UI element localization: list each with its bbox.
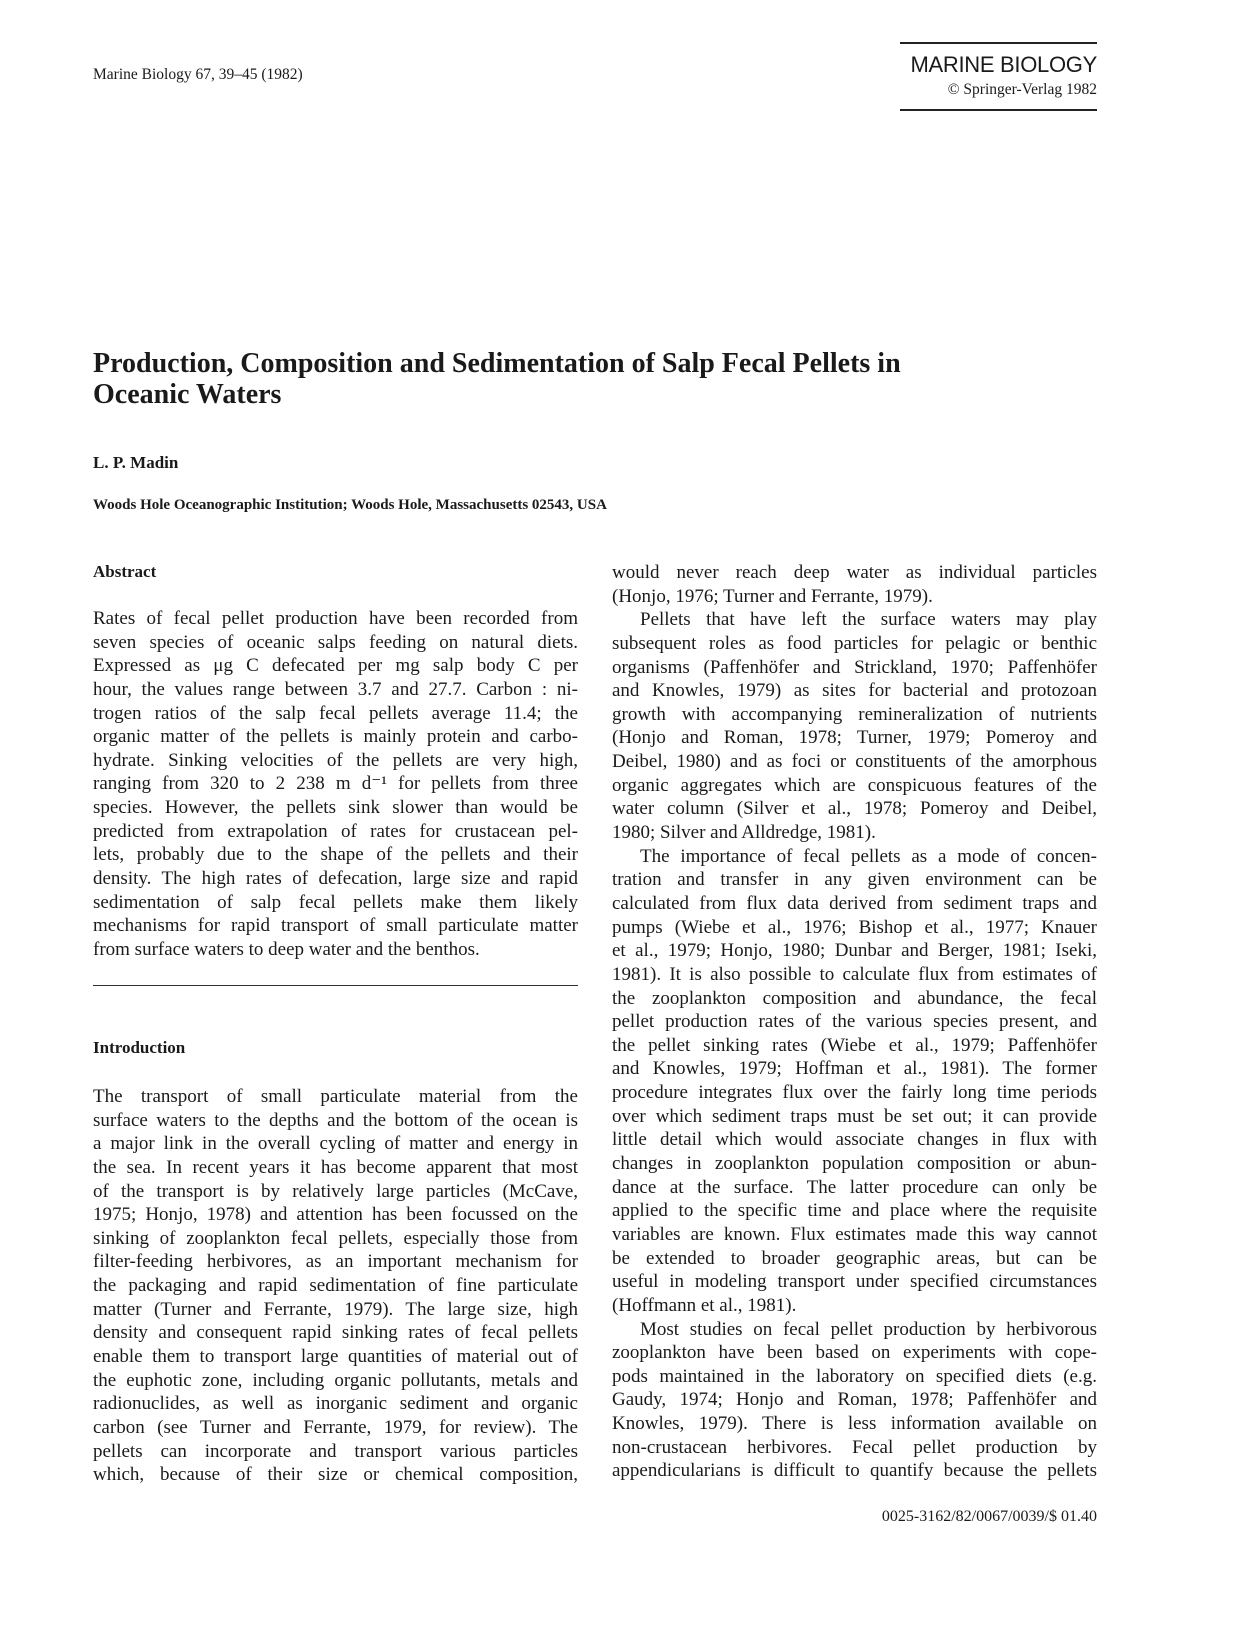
text-line: the euphotic zone, including organic pollutants, metals and: [93, 1369, 578, 1391]
text-line: 1980; Silver and Alldredge, 1981).: [612, 822, 876, 844]
affiliation: Woods Hole Oceanographic Institution; Woods Hole, Massachusetts 02543, USA: [93, 497, 607, 513]
text-line: hour, the values range between 3.7 and 27.7. Carbon : ni-: [93, 678, 578, 700]
text-line: trogen ratios of the salp fecal pellets average 11.4; the: [93, 702, 578, 724]
article-title: [93, 348, 993, 410]
text-line: ranging from 320 to 2 238 m d⁻¹ for pellets from three: [93, 773, 578, 795]
text-line: calculated from flux data derived from sediment traps and: [612, 892, 1097, 914]
text-line: the sea. In recent years it has become apparent that most: [93, 1156, 578, 1178]
text-line: pods maintained in the laboratory on specified diets (e.g.: [612, 1365, 1097, 1387]
text-line: of the transport is by relatively large particles (McCave,: [93, 1180, 578, 1202]
paragraph: [93, 1085, 578, 1487]
text-line: dance at the surface. The latter procedure can only be: [612, 1176, 1097, 1198]
text-line: from surface waters to deep water and the benthos.: [93, 938, 480, 960]
title-line: Oceanic Waters: [93, 379, 282, 410]
text-line: variables are known. Flux estimates made this way cannot: [612, 1223, 1097, 1245]
text-line: which, because of their size or chemical composition,: [93, 1464, 578, 1486]
text-line: Gaudy, 1974; Honjo and Roman, 1978; Paffenhöfer and: [612, 1389, 1097, 1411]
text-line: radionuclides, as well as inorganic sediment and organic: [93, 1393, 578, 1415]
text-line: matter (Turner and Ferrante, 1979). The large size, high: [93, 1298, 578, 1320]
text-line: zooplankton have been based on experiments with cope-: [612, 1342, 1097, 1364]
text-line: 1981). It is also possible to calculate flux from estimates of: [612, 963, 1097, 985]
text-line: Pellets that have left the surface waters may play: [640, 609, 1097, 631]
text-line: The importance of fecal pellets as a mode of concen-: [640, 845, 1097, 867]
text-line: Deibel, 1980) and as foci or constituents of the amorphous: [612, 751, 1097, 773]
paragraph: [612, 1318, 1097, 1483]
masthead-bottom-rule: [900, 109, 1097, 111]
text-line: 1975; Honjo, 1978) and attention has been focussed on the: [93, 1204, 578, 1226]
text-line: growth with accompanying remineralization of nutrients: [612, 703, 1097, 725]
masthead-top-rule: [900, 42, 1097, 44]
abstract-body: [93, 607, 578, 962]
journal-name: MARINE BIOLOGY: [910, 52, 1097, 77]
text-line: appendicularians is difficult to quantify because the pellets: [612, 1460, 1097, 1482]
text-line: density. The high rates of defecation, large size and rapid: [93, 868, 578, 890]
text-line: sedimentation of salp fecal pellets make them likely: [93, 891, 578, 913]
text-line: hydrate. Sinking velocities of the pellets are very high,: [93, 749, 578, 771]
text-line: (Honjo, 1976; Turner and Ferrante, 1979).: [612, 585, 933, 607]
text-line: non-crustacean herbivores. Fecal pellet production by: [612, 1436, 1097, 1458]
text-line: species. However, the pellets sink slower than would be: [93, 797, 578, 819]
text-line: (Honjo and Roman, 1978; Turner, 1979; Pomeroy and: [612, 727, 1097, 749]
text-line: and Knowles, 1979; Hoffman et al., 1981). The former: [612, 1058, 1097, 1080]
text-line: pellet production rates of the various species present, and: [612, 1011, 1097, 1033]
paragraph: [93, 607, 578, 962]
copyright-notice: © Springer-Verlag 1982: [947, 81, 1097, 98]
text-line: sinking of zooplankton fecal pellets, especially those from: [93, 1227, 578, 1249]
text-line: lets, probably due to the shape of the pellets and their: [93, 844, 578, 866]
paragraph: [612, 845, 1097, 1318]
text-line: over which sediment traps must be set out; it can provide: [612, 1105, 1097, 1127]
text-line: Rates of fecal pellet production have been recorded from: [93, 608, 578, 629]
text-line: procedure integrates flux over the fairly long time periods: [612, 1082, 1097, 1104]
introduction-heading: Introduction: [93, 1038, 186, 1057]
text-line: seven species of oceanic salps feeding on natural diets.: [93, 631, 578, 653]
text-line: surface waters to the depths and the bottom of the ocean is: [93, 1109, 578, 1131]
text-line: The transport of small particulate material from the: [93, 1086, 578, 1107]
abstract-heading: Abstract: [93, 562, 157, 581]
text-line: Expressed as μg C defecated per mg salp body C per: [93, 655, 578, 677]
text-line: tration and transfer in any given environment can be: [612, 869, 1097, 891]
author: L. P. Madin: [93, 453, 179, 472]
paragraph: [612, 608, 1097, 844]
text-line: useful in modeling transport under specified circumstances: [612, 1271, 1097, 1293]
title-line: Production, Composition and Sedimentation of Salp Fecal Pellets in: [93, 348, 901, 379]
introduction-left-column: [93, 1085, 578, 1487]
text-line: subsequent roles as food particles for pelagic or benthic: [612, 632, 1097, 654]
text-line: be extended to broader geographic areas, but can be: [612, 1247, 1097, 1269]
introduction-right-column: [612, 561, 1097, 1483]
text-line: Most studies on fecal pellet production by herbivorous: [640, 1318, 1097, 1340]
text-line: organisms (Paffenhöfer and Strickland, 1970; Paffenhöfer: [612, 656, 1097, 678]
text-line: changes in zooplankton population composition or abun-: [612, 1153, 1097, 1175]
text-line: carbon (see Turner and Ferrante, 1979, for review). The: [93, 1416, 578, 1438]
text-line: applied to the specific time and place where the requisite: [612, 1200, 1097, 1222]
text-line: Knowles, 1979). There is less information available on: [612, 1413, 1097, 1435]
text-line: and Knowles, 1979) as sites for bacterial and protozoan: [612, 680, 1097, 702]
text-line: a major link in the overall cycling of matter and energy in: [93, 1133, 578, 1155]
text-line: the zooplankton composition and abundance, the fecal: [612, 987, 1097, 1009]
text-line: density and consequent rapid sinking rates of fecal pellets: [93, 1322, 578, 1344]
text-line: enable them to transport large quantities of material out of: [93, 1346, 578, 1368]
journal-reference: Marine Biology 67, 39–45 (1982): [93, 66, 303, 83]
text-line: pumps (Wiebe et al., 1976; Bishop et al., 1977; Knauer: [612, 916, 1097, 938]
text-line: et al., 1979; Honjo, 1980; Dunbar and Berger, 1981; Iseki,: [612, 940, 1097, 962]
text-line: predicted from extrapolation of rates for crustacean pel-: [93, 820, 578, 842]
text-line: organic matter of the pellets is mainly protein and carbo-: [93, 726, 578, 748]
abstract-divider: [93, 985, 578, 986]
journal-masthead: [900, 42, 1097, 111]
text-line: the pellet sinking rates (Wiebe et al., 1979; Paffenhöfer: [612, 1034, 1097, 1056]
text-line: pellets can incorporate and transport various particles: [93, 1440, 578, 1462]
text-line: mechanisms for rapid transport of small particulate matter: [93, 915, 578, 937]
text-line: (Hoffmann et al., 1981).: [612, 1294, 797, 1316]
text-line: the packaging and rapid sedimentation of fine particulate: [93, 1275, 578, 1297]
text-line: organic aggregates which are conspicuous features of the: [612, 774, 1097, 796]
issn-code: 0025-3162/82/0067/0039/$ 01.40: [881, 1508, 1097, 1525]
paragraph: [612, 561, 1097, 608]
text-line: water column (Silver et al., 1978; Pomeroy and Deibel,: [612, 798, 1097, 820]
text-line: would never reach deep water as individual particles: [612, 562, 1097, 583]
text-line: filter-feeding herbivores, as an important mechanism for: [93, 1251, 578, 1273]
text-line: little detail which would associate changes in flux with: [612, 1129, 1097, 1151]
